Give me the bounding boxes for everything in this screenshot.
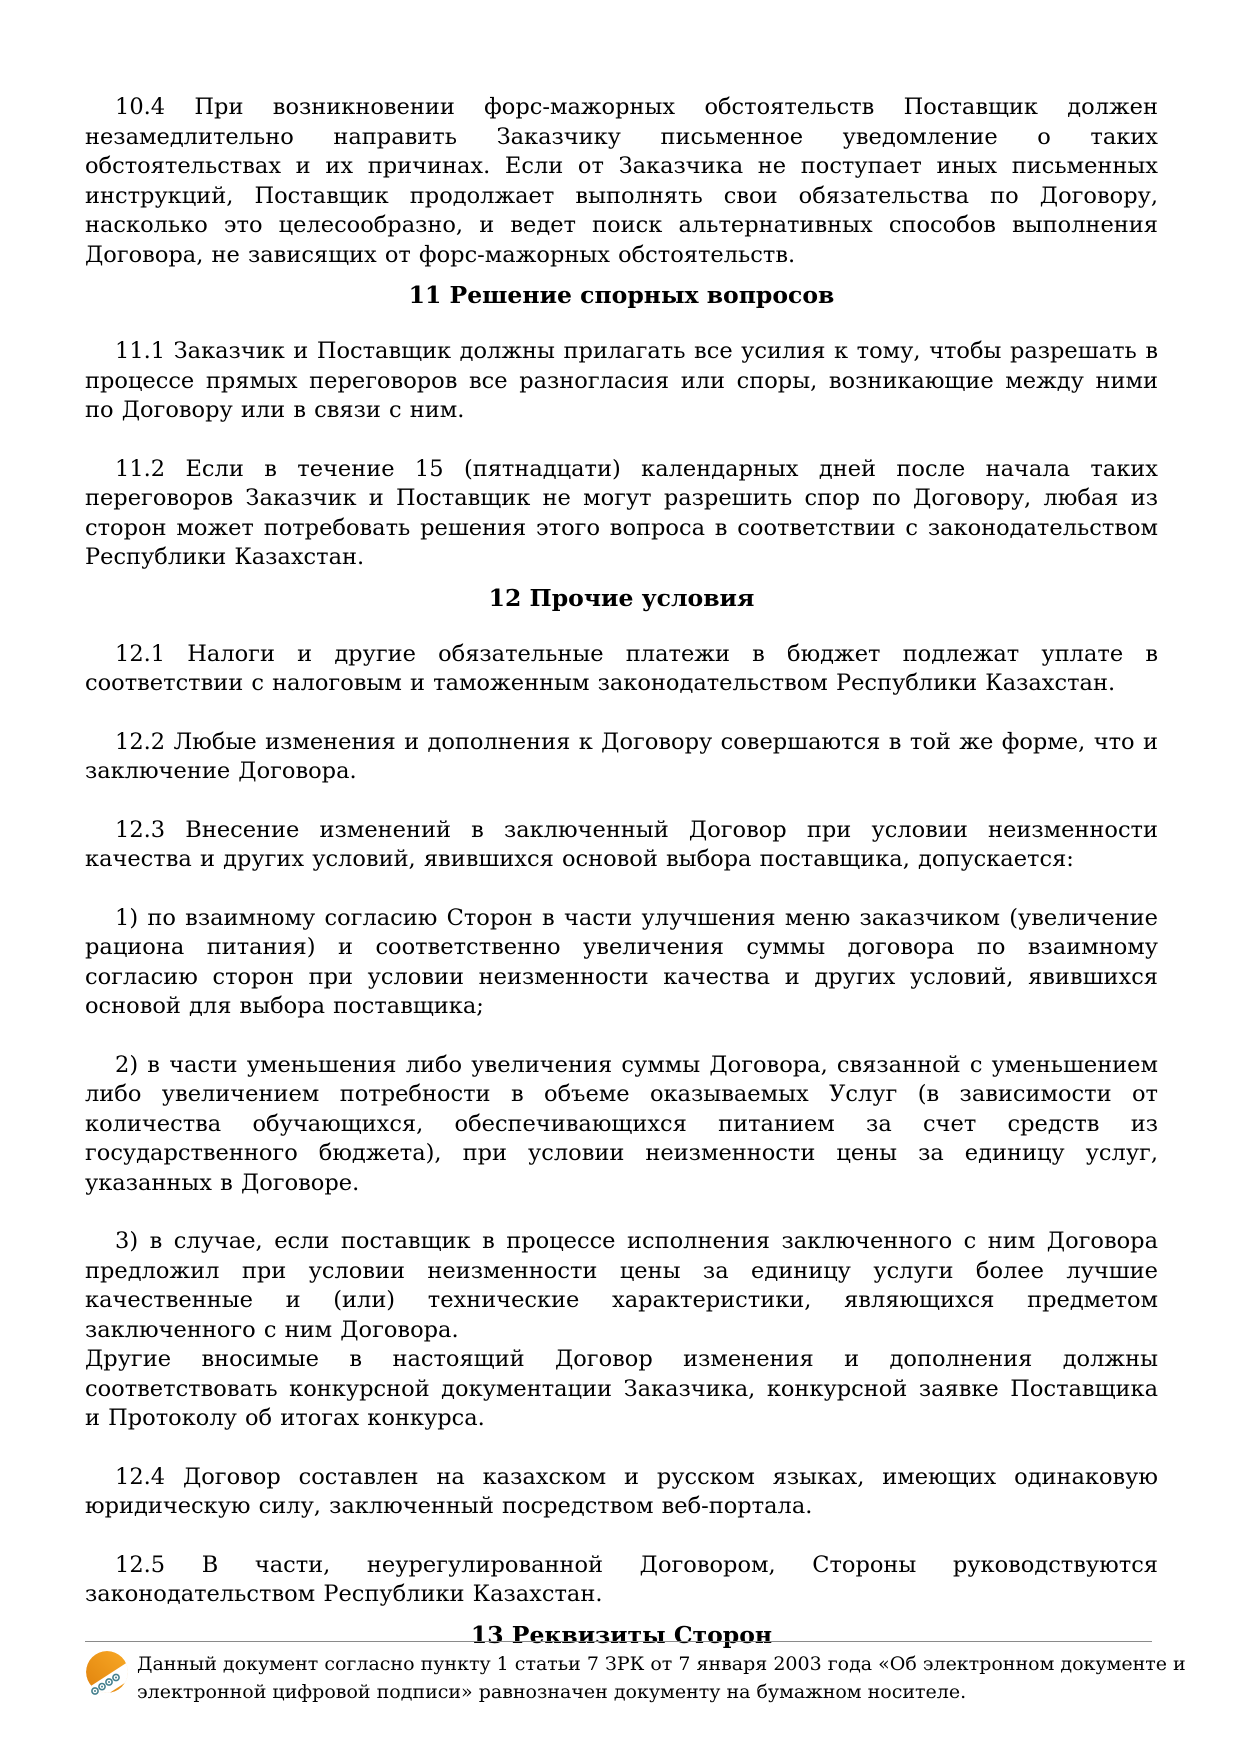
footer-divider (85, 1641, 1152, 1642)
clause-12-4: 12.4 Договор составлен на казахском и русском языках, имеющих одинаковую юридическую силу, заключенный посредством веб-портала. (85, 1463, 1158, 1519)
clause-12-3-item-2: 2) в части уменьшения либо увеличения суммы Договора, связанной с уменьшением либо увеличением потребности в объеме оказываемых Услуг (в зависимости от количества обучающихся, обеспечивающихся питанием за счет средств из государственного бюджета), при условии неизменности цены за единицу услуг, указанных в Договоре. (85, 1051, 1158, 1196)
footer-legal-line-2: электронной цифровой подписи» равнозначен документу на бумажном носителе. (137, 1680, 967, 1703)
clause-12-2: 12.2 Любые изменения и дополнения к Договору совершаются в той же форме, что и заключение Договора. (85, 728, 1158, 784)
clause-12-5: 12.5 В части, неурегулированной Договором, Стороны руководствуются законодательством Республики Казахстан. (85, 1551, 1158, 1607)
item-3-continuation: Другие вносимые в настоящий Договор изменения и дополнения должны соответствовать конкурсной документации Заказчика, конкурсной заявке Поставщика и Протоколу об итогах конкурса. (85, 1346, 1158, 1431)
footer-row (85, 1650, 1186, 1706)
clause-11-1: 11.1 Заказчик и Поставщик должны прилагать все усилия к тому, чтобы разрешать в процессе прямых переговоров все разногласия или споры, возникающие между ними по Договору или в связи с ним. (85, 338, 1158, 423)
clause-12-1: 12.1 Налоги и другие обязательные платежи в бюджет подлежат уплате в соответствии с налоговым и таможенным законодательством Республики Казахстан. (85, 640, 1158, 696)
clause-12-3-item-3 (85, 1227, 1158, 1434)
goszakup-logo-icon (85, 1650, 131, 1696)
clause-11-2: 11.2 Если в течение 15 (пятнадцати) календарных дней после начала таких переговоров Заказчик и Поставщик не могут разрешить спор по Договору, любая из сторон может потребовать решения этого вопроса в соответствии с законодательством Республики Казахстан. (85, 455, 1158, 570)
heading-section-12: 12 Прочие условия (488, 583, 755, 612)
clause-12-3-item-1: 1) по взаимному согласию Сторон в части улучшения меню заказчиком (увеличение рациона питания) и соответственно увеличения суммы договора по взаимному согласию сторон при условии неизменности качества и других условий, явившихся основой для выбора поставщика; (85, 904, 1158, 1019)
clause-12-3: 12.3 Внесение изменений в заключенный Договор при условии неизменности качества и других условий, явившихся основой выбора поставщика, допускается: (85, 816, 1158, 872)
clause-10-4: 10.4 При возникновении форс-мажорных обстоятельств Поставщик должен незамедлительно направить Заказчику письменное уведомление о таких обстоятельствах и их причинах. Если от Заказчика не поступает иных письменных инструкций, Поставщик продолжает выполнять свои обязательства по Договору, насколько это целесообразно, и ведет поиск альтернативных способов выполнения Договора, не зависящих от форс-мажорных обстоятельств. (85, 94, 1158, 268)
heading-section-13: 13 Реквизиты Сторон (470, 1620, 773, 1649)
footer-legal-text (137, 1650, 1186, 1706)
footer-legal-line-1: Данный документ согласно пункту 1 статьи 7 ЗРК от 7 января 2003 года «Об электронном документе и (137, 1653, 1186, 1675)
page-footer (85, 1641, 1186, 1706)
item-3-text: 3) в случае, если поставщик в процессе исполнения заключенного с ним Договора предложил при условии неизменности цены за единицу услуги более лучшие качественные и (или) технические характеристики, являющихся предметом заключенного с ним Договора. (85, 1228, 1158, 1343)
heading-section-11: 11 Решение спорных вопросов (408, 281, 835, 309)
